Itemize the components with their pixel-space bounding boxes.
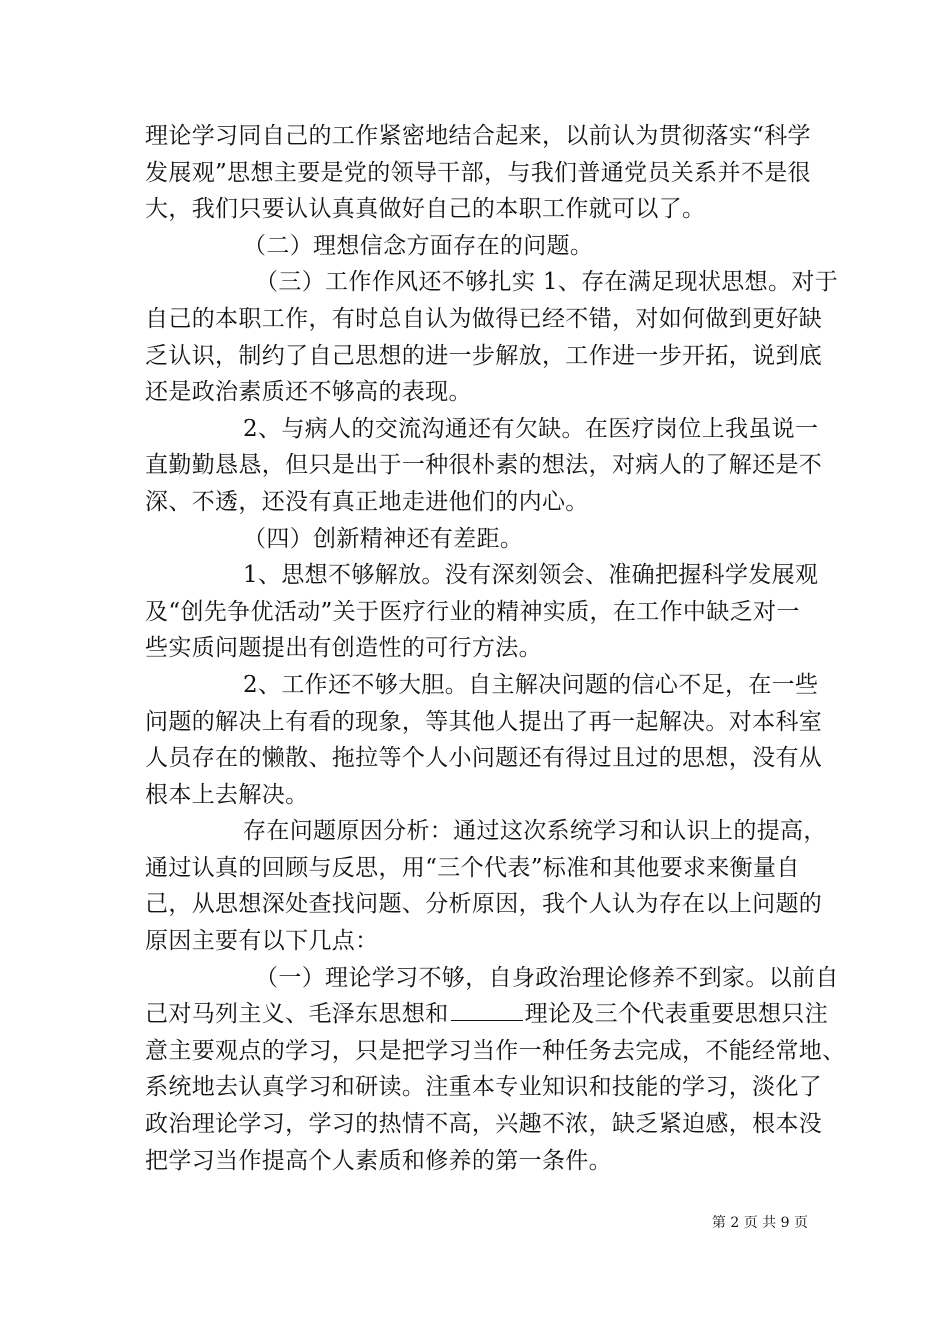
text-line: 政治理论学习，学习的热情不高，兴趣不浓，缺乏紧迫感，根本没 bbox=[145, 1111, 823, 1138]
text-line: 系统地去认真学习和研读。注重本专业知识和技能的学习，淡化了 bbox=[145, 1074, 823, 1101]
text-line: 深、不透，还没有真正地走进他们的内心。 bbox=[145, 488, 589, 515]
text-line: 意主要观点的学习，只是把学习当作一种任务去完成，不能经常地、 bbox=[145, 1037, 846, 1064]
text-line: 大，我们只要认认真真做好自己的本职工作就可以了。 bbox=[145, 196, 706, 223]
text-line: 自己的本职工作，有时总自认为做得已经不错，对如何做到更好缺 bbox=[145, 305, 823, 332]
text-line: 1、思想不够解放。没有深刻领会、准确把握科学发展观 bbox=[243, 562, 819, 589]
text-line: 通过认真的回顾与反思，用“三个代表”标准和其他要求来衡量自 bbox=[145, 854, 800, 881]
text-line: 还是政治素质还不够高的表现。 bbox=[145, 379, 472, 406]
page-number-footer: 第 2 页 共 9 页 bbox=[711, 1215, 808, 1231]
text-line: 及“创先争优活动”关于医疗行业的精神实质，在工作中缺乏对一 bbox=[145, 598, 800, 625]
section-heading-2: （二）理想信念方面存在的问题。 bbox=[243, 232, 594, 259]
text-fragment: 己对马列主义、毛泽东思想和 bbox=[145, 1001, 449, 1028]
text-line: 问题的解决上有看的现象，等其他人提出了再一起解决。对本科室 bbox=[145, 708, 823, 735]
text-line: 原因主要有以下几点： bbox=[145, 928, 379, 955]
text-line: 直勤勤恳恳，但只是出于一种很朴素的想法，对病人的了解还是不 bbox=[145, 452, 823, 479]
text-line: 发展观”思想主要是党的领导干部，与我们普通党员关系并不是很 bbox=[145, 159, 811, 186]
text-fragment: 理论及三个代表重要思想只注 bbox=[524, 1001, 829, 1028]
text-line: 己，从思想深处查找问题、分析原因，我个人认为存在以上问题的 bbox=[145, 891, 823, 918]
text-line: 2、工作还不够大胆。自主解决问题的信心不足，在一些 bbox=[243, 671, 819, 698]
text-line: 人员存在的懒散、拖拉等个人小问题还有得过且过的思想，没有从 bbox=[145, 745, 823, 772]
section-heading-4: （四）创新精神还有差距。 bbox=[243, 525, 524, 552]
text-line: 根本上去解决。 bbox=[145, 781, 309, 808]
blank-underline bbox=[451, 1002, 523, 1021]
text-line: 乏认识，制约了自己思想的进一步解放，工作进一步开拓，说到底 bbox=[145, 342, 823, 369]
section-heading-3: （三）工作作风还不够扎实 1、存在满足现状思想。对于 bbox=[255, 269, 839, 296]
text-line: 些实质问题提出有创造性的可行方法。 bbox=[145, 635, 542, 662]
text-line: 理论学习同自己的工作紧密地结合起来，以前认为贯彻落实“科学 bbox=[145, 123, 811, 149]
document-body bbox=[145, 118, 846, 1179]
cause-analysis-heading: 存在问题原因分析：通过这次系统学习和认识上的提高， bbox=[243, 818, 827, 845]
section-heading-1: （一）理论学习不够，自身政治理论修养不到家。以前自 bbox=[255, 964, 839, 991]
text-line-with-blank bbox=[145, 996, 829, 1033]
text-line: 把学习当作提高个人素质和修养的第一条件。 bbox=[145, 1147, 612, 1174]
text-line: 2、与病人的交流沟通还有欠缺。在医疗岗位上我虽说一 bbox=[243, 415, 819, 442]
